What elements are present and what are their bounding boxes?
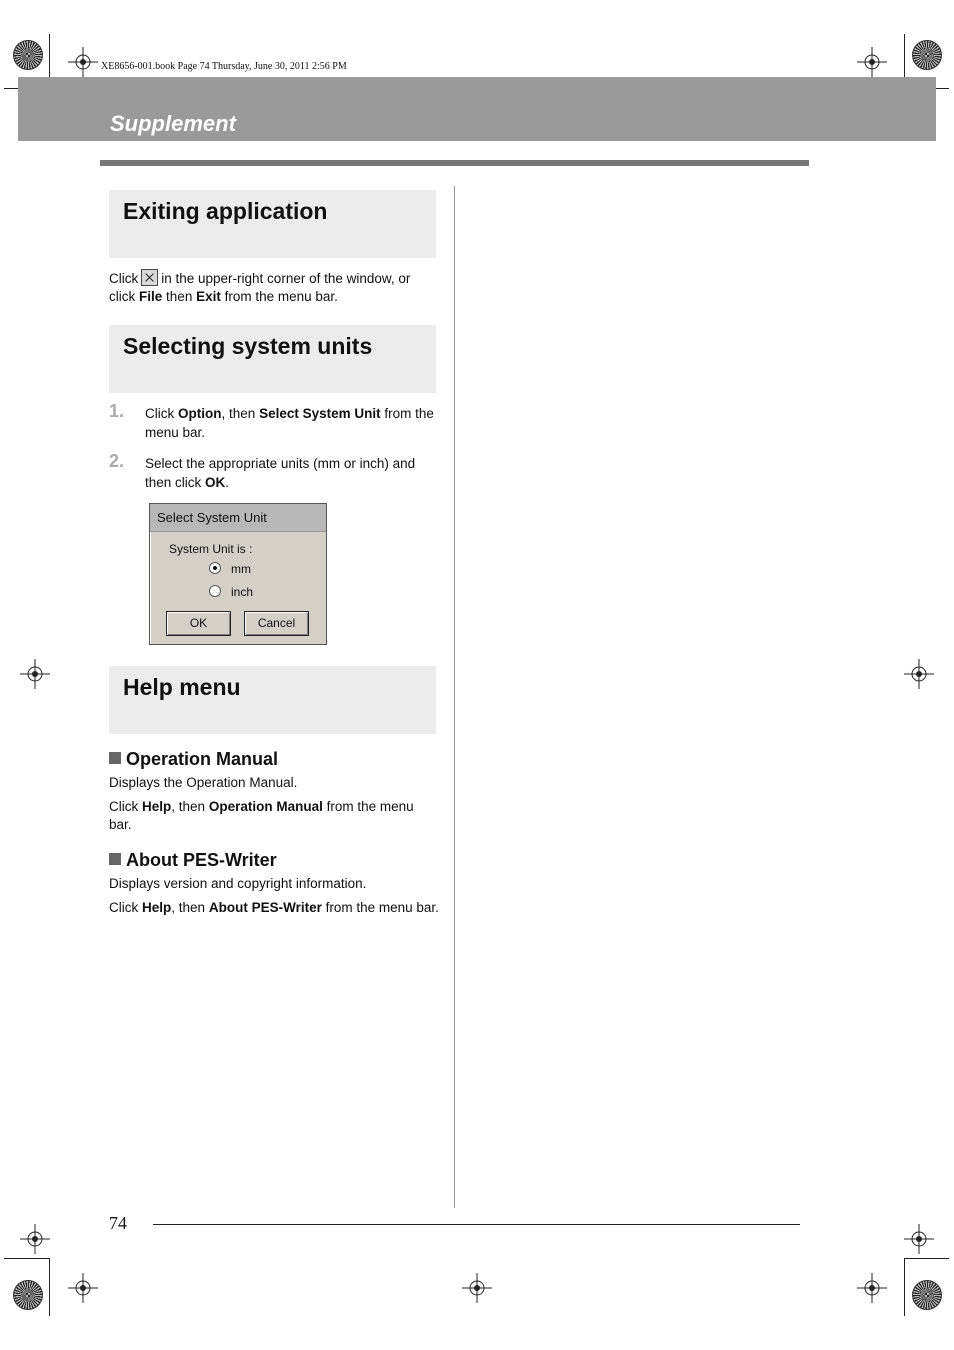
exiting-text: then <box>166 289 193 304</box>
operation-manual-desc: Displays the Operation Manual. <box>109 775 298 790</box>
about-instructions <box>109 899 439 917</box>
menu-help-label: Help <box>142 799 172 814</box>
about-desc: Displays version and copyright information. <box>109 876 367 891</box>
column-divider <box>454 186 455 1208</box>
menu-operation-manual-label: Operation Manual <box>208 799 323 814</box>
crop-line <box>49 1258 50 1316</box>
exiting-heading: Exiting application <box>123 198 328 224</box>
dialog-label: System Unit is : <box>169 542 253 556</box>
exiting-text: Click <box>109 271 139 286</box>
select-system-unit-dialog <box>149 503 327 645</box>
crosshair-mark-icon <box>904 1224 934 1254</box>
dialog-title: Select System Unit <box>150 504 326 532</box>
crosshair-mark-icon <box>68 47 98 77</box>
menu-option-label: Option <box>178 406 222 421</box>
section-title: Supplement <box>110 111 236 136</box>
operation-manual-title: Operation Manual <box>126 749 279 769</box>
crop-line <box>4 1258 49 1259</box>
step-text <box>145 404 437 442</box>
square-bullet-icon <box>109 752 121 764</box>
instruction-text: from the menu bar. <box>109 799 414 832</box>
exiting-heading-box <box>109 190 436 258</box>
header-rule <box>100 160 809 166</box>
units-heading-box <box>109 325 436 393</box>
radio-mm[interactable] <box>209 562 221 574</box>
footer-rule <box>153 1224 800 1225</box>
menu-select-system-unit-label: Select System Unit <box>259 406 381 421</box>
cancel-button[interactable]: Cancel <box>244 611 309 636</box>
help-heading: Help menu <box>123 674 241 700</box>
crosshair-mark-icon <box>20 659 50 689</box>
exiting-instructions <box>109 269 439 306</box>
radio-inch[interactable] <box>209 585 221 597</box>
print-header: XE8656-001.book Page 74 Thursday, June 30, 2011 2:56 PM <box>101 61 347 72</box>
about-title: About PES-Writer <box>126 850 277 870</box>
menu-help-label: Help <box>142 900 172 915</box>
exiting-text: from the menu bar. <box>224 289 338 304</box>
registration-starburst-top-left <box>13 40 43 70</box>
square-bullet-icon <box>109 853 121 865</box>
exiting-text: in the upper-right corner of the window, or <box>161 271 411 286</box>
units-heading: Selecting system units <box>123 333 373 359</box>
operation-manual-subheading <box>109 749 278 770</box>
crosshair-mark-icon <box>857 47 887 77</box>
crosshair-mark-icon <box>857 1273 887 1303</box>
step-number: 1. <box>109 401 125 421</box>
instruction-text: Click <box>109 799 139 814</box>
crosshair-mark-icon <box>462 1273 492 1303</box>
crosshair-mark-icon <box>904 659 934 689</box>
crosshair-mark-icon <box>20 1224 50 1254</box>
operation-manual-instructions <box>109 798 439 834</box>
step-text-part: , then <box>221 406 256 421</box>
crosshair-mark-icon <box>68 1273 98 1303</box>
step-text <box>145 454 437 492</box>
close-icon <box>141 269 158 286</box>
exiting-text: click <box>109 289 136 304</box>
crop-line <box>904 1258 949 1259</box>
step-number: 2. <box>109 451 125 471</box>
instruction-text: , then <box>171 799 206 814</box>
instruction-text: , then <box>171 900 206 915</box>
ok-button[interactable]: OK <box>166 611 231 636</box>
menu-about-label: About PES-Writer <box>208 900 322 915</box>
ok-label: OK <box>205 475 226 490</box>
step-text-part: Select the appropriate units (mm or inch) and then click <box>145 456 416 490</box>
registration-starburst-top-right <box>912 40 942 70</box>
step-text-part: Click <box>145 406 175 421</box>
instruction-text: Click <box>109 900 139 915</box>
radio-inch-label: inch <box>231 585 254 599</box>
radio-mm-label: mm <box>231 562 251 576</box>
menu-file-label: File <box>139 289 163 304</box>
page-number: 74 <box>109 1213 127 1233</box>
registration-starburst-bottom-right <box>912 1280 942 1310</box>
help-heading-box <box>109 666 436 734</box>
instruction-text: from the menu bar. <box>325 900 439 915</box>
registration-starburst-bottom-left <box>13 1280 43 1310</box>
menu-exit-label: Exit <box>196 289 221 304</box>
step-text-part: from the menu bar. <box>145 406 434 440</box>
about-subheading <box>109 850 277 871</box>
step-text-part: . <box>225 475 230 490</box>
crop-line <box>904 1258 905 1316</box>
